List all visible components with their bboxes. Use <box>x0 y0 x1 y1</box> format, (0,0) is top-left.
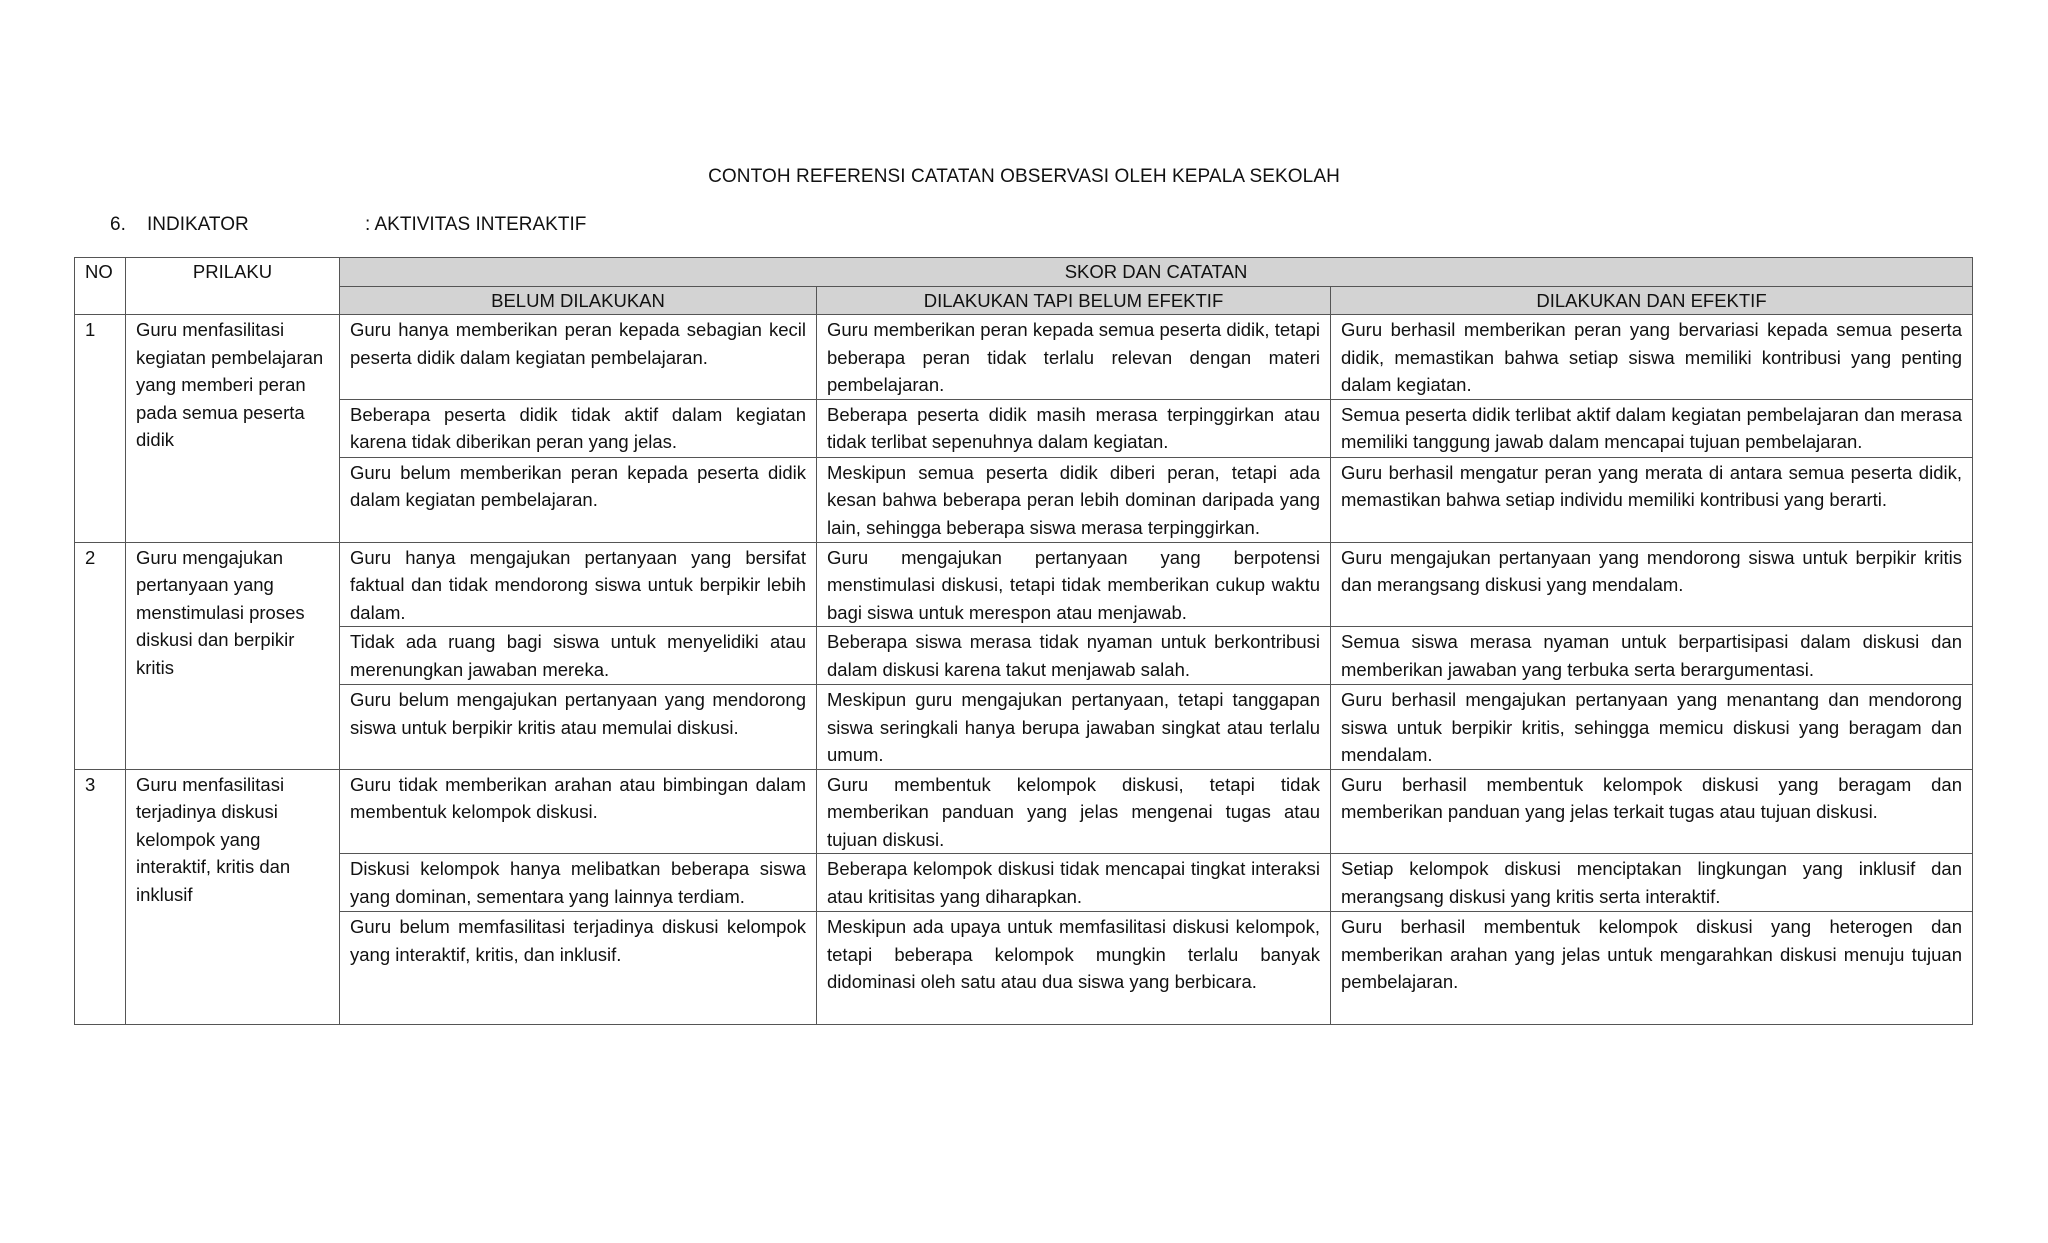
indicator-label: INDIKATOR <box>147 214 249 235</box>
tapi-cell: Guru mengajukan pertanyaan yang berpotensi menstimulasi diskusi, tetapi tidak memberikan cukup waktu bagi siswa untuk merespon atau menjawab. <box>817 542 1331 627</box>
efektif-cell: Semua peserta didik terlibat aktif dalam kegiatan pembelajaran dan merasa memiliki tanggung jawab dalam mencapai tujuan pembelajaran. <box>1331 399 1973 457</box>
header-tapi: DILAKUKAN TAPI BELUM EFEKTIF <box>817 286 1331 315</box>
tapi-cell: Beberapa kelompok diskusi tidak mencapai tingkat interaksi atau kritisitas yang diharapkan. <box>817 854 1331 912</box>
table-header <box>75 258 1973 315</box>
efektif-cell: Guru berhasil memberikan peran yang bervariasi kepada semua peserta didik, memastikan bahwa setiap siswa memiliki kontribusi yang penting dalam kegiatan. <box>1331 315 1973 400</box>
table-row <box>75 457 1973 542</box>
tapi-cell: Beberapa peserta didik masih merasa terpinggirkan atau tidak terlibat sepenuhnya dalam kegiatan. <box>817 399 1331 457</box>
tapi-cell: Beberapa siswa merasa tidak nyaman untuk berkontribusi dalam diskusi karena takut menjawab salah. <box>817 627 1331 685</box>
belum-cell: Guru belum memberikan peran kepada peserta didik dalam kegiatan pembelajaran. <box>340 457 817 542</box>
table-row <box>75 912 1973 1025</box>
efektif-cell: Guru berhasil mengajukan pertanyaan yang menantang dan mendorong siswa untuk berpikir kritis, sehingga memicu diskusi yang beragam dan mendalam. <box>1331 685 1973 770</box>
efektif-cell: Guru berhasil membentuk kelompok diskusi yang beragam dan memberikan panduan yang jelas terkait tugas atau tujuan diskusi. <box>1331 769 1973 854</box>
table-row <box>75 399 1973 457</box>
tapi-cell: Guru membentuk kelompok diskusi, tetapi tidak memberikan panduan yang jelas mengenai tugas atau tujuan diskusi. <box>817 769 1331 854</box>
table-body <box>75 315 1973 1025</box>
indicator-value: : AKTIVITAS INTERAKTIF <box>365 214 587 235</box>
table-row <box>75 627 1973 685</box>
tapi-cell: Meskipun semua peserta didik diberi peran, tetapi ada kesan bahwa beberapa peran lebih dominan daripada yang lain, sehingga beberapa siswa merasa terpinggirkan. <box>817 457 1331 542</box>
tapi-cell: Meskipun ada upaya untuk memfasilitasi diskusi kelompok, tetapi beberapa kelompok mungkin terlalu banyak didominasi oleh satu atau dua siswa yang berbicara. <box>817 912 1331 1025</box>
efektif-cell: Guru mengajukan pertanyaan yang mendorong siswa untuk berpikir kritis dan merangsang diskusi yang mendalam. <box>1331 542 1973 627</box>
row-number: 3 <box>75 769 126 1025</box>
tapi-cell: Guru memberikan peran kepada semua peserta didik, tetapi beberapa peran tidak terlalu relevan dengan materi pembelajaran. <box>817 315 1331 400</box>
belum-cell: Guru belum mengajukan pertanyaan yang mendorong siswa untuk berpikir kritis atau memulai diskusi. <box>340 685 817 770</box>
table-row <box>75 542 1973 627</box>
table-row <box>75 685 1973 770</box>
behavior-cell: Guru menfasilitasi kegiatan pembelajaran yang memberi peran pada semua peserta didik <box>126 315 340 543</box>
belum-cell: Guru belum memfasilitasi terjadinya diskusi kelompok yang interaktif, kritis, dan inklusif. <box>340 912 817 1025</box>
belum-cell: Diskusi kelompok hanya melibatkan beberapa siswa yang dominan, sementara yang lainnya terdiam. <box>340 854 817 912</box>
row-number: 2 <box>75 542 126 769</box>
table-row <box>75 315 1973 400</box>
table-row <box>75 854 1973 912</box>
belum-cell: Beberapa peserta didik tidak aktif dalam kegiatan karena tidak diberikan peran yang jelas. <box>340 399 817 457</box>
tapi-cell: Meskipun guru mengajukan pertanyaan, tetapi tanggapan siswa seringkali hanya berupa jawaban singkat atau terlalu umum. <box>817 685 1331 770</box>
header-no: NO <box>75 258 126 315</box>
belum-cell: Guru tidak memberikan arahan atau bimbingan dalam membentuk kelompok diskusi. <box>340 769 817 854</box>
header-prilaku: PRILAKU <box>126 258 340 315</box>
header-skor: SKOR DAN CATATAN <box>340 258 1973 287</box>
efektif-cell: Guru berhasil membentuk kelompok diskusi yang heterogen dan memberikan arahan yang jelas untuk mengarahkan diskusi menuju tujuan pembelajaran. <box>1331 912 1973 1025</box>
belum-cell: Tidak ada ruang bagi siswa untuk menyelidiki atau merenungkan jawaban mereka. <box>340 627 817 685</box>
belum-cell: Guru hanya mengajukan pertanyaan yang bersifat faktual dan tidak mendorong siswa untuk berpikir lebih dalam. <box>340 542 817 627</box>
table-row <box>75 769 1973 854</box>
row-number: 1 <box>75 315 126 543</box>
header-efektif: DILAKUKAN DAN EFEKTIF <box>1331 286 1973 315</box>
behavior-cell: Guru mengajukan pertanyaan yang menstimulasi proses diskusi dan berpikir kritis <box>126 542 340 769</box>
header-belum: BELUM DILAKUKAN <box>340 286 817 315</box>
observation-table <box>74 257 1973 1025</box>
efektif-cell: Setiap kelompok diskusi menciptakan lingkungan yang inklusif dan merangsang diskusi yang kritis serta interaktif. <box>1331 854 1973 912</box>
indicator-number: 6. <box>110 214 126 235</box>
page-title: CONTOH REFERENSI CATATAN OBSERVASI OLEH KEPALA SEKOLAH <box>708 166 1340 187</box>
efektif-cell: Semua siswa merasa nyaman untuk berpartisipasi dalam diskusi dan memberikan jawaban yang terbuka serta berargumentasi. <box>1331 627 1973 685</box>
belum-cell: Guru hanya memberikan peran kepada sebagian kecil peserta didik dalam kegiatan pembelajaran. <box>340 315 817 400</box>
efektif-cell: Guru berhasil mengatur peran yang merata di antara semua peserta didik, memastikan bahwa setiap individu memiliki kontribusi yang berarti. <box>1331 457 1973 542</box>
behavior-cell: Guru menfasilitasi terjadinya diskusi kelompok yang interaktif, kritis dan inklusif <box>126 769 340 1025</box>
